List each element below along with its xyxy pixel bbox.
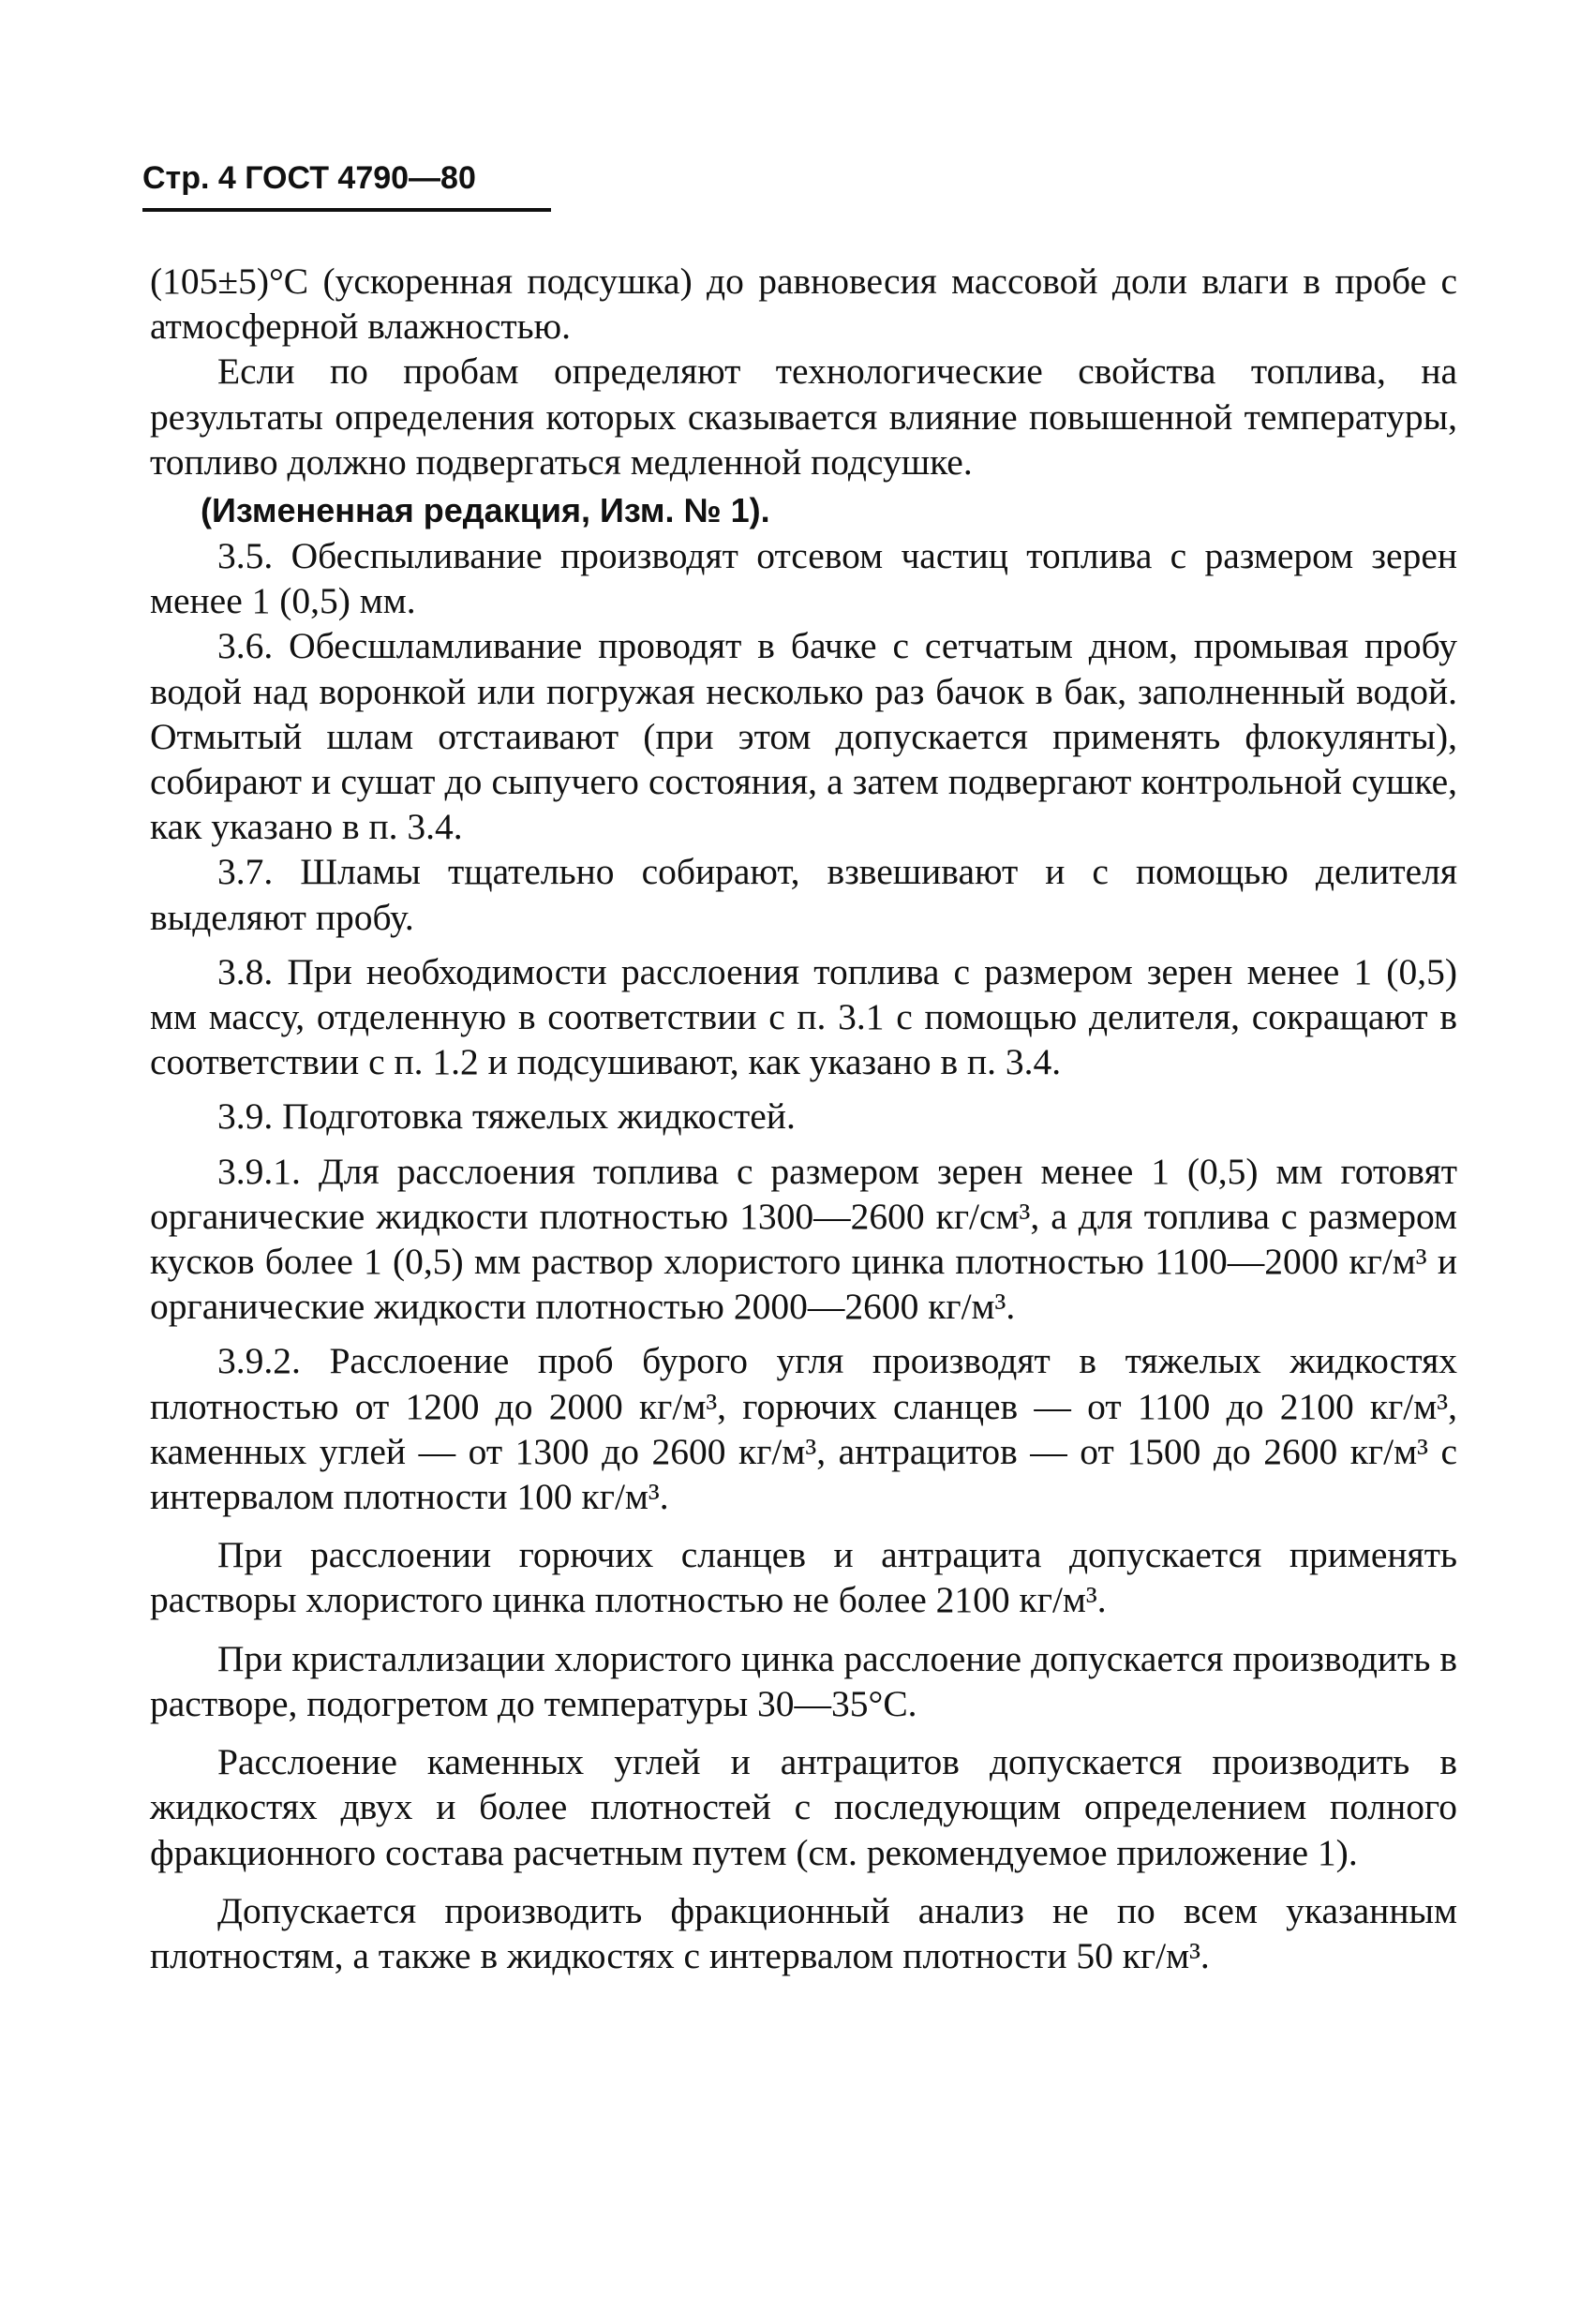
clause-3-9-2: 3.9.2. Расслоение проб бурого угля производят в тяжелых жидкостях плотностью от 1200 до 2000 кг/м³, горючих сланцев — от 1100 до 2100 кг/м³, каменных углей — от 1300 до 2600 кг/м³, антрацитов — от 1500 до 2600 кг/м³ с интервалом плотности 100 кг/м³. [150, 1340, 1457, 1518]
paragraph-slow-drying: Если по пробам определяют технологические свойства топлива, на результаты определения которых сказывается влияние повышенной температуры, топливо должно подвергаться медленной подсушке. [150, 350, 1457, 483]
paragraph-partial-analysis: Допускается производить фракционный анализ не по всем указанным плотностям, а также в жидкостях с интервалом плотности 50 кг/м³. [150, 1889, 1457, 1976]
header-rule [142, 208, 551, 212]
clause-3-6: 3.6. Обесшламливание проводят в бачке с сетчатым дном, промывая пробу водой над воронкой или погружая несколько раз бачок в бак, заполненный водой. Отмытый шлам отстаивают (при этом допускается применять флокулянты), собирают и сушат до сыпучего состояния, а затем подвергают контрольной сушке, как указано в п. 3.4. [150, 625, 1457, 848]
page-number-label: Стр. 4 ГОСТ 4790—80 [142, 160, 476, 196]
paragraph-zinc-chloride-limit: При расслоении горючих сланцев и антрацита допускается применять растворы хлористого цинка плотностью не более 2100 кг/м³. [150, 1534, 1457, 1621]
paragraph-crystallization: При кристаллизации хлористого цинка расслоение допускается производить в растворе, подогретом до температуры 30—35°С. [150, 1637, 1457, 1724]
amendment-note: (Измененная редакция, Изм. № 1). [201, 491, 770, 530]
paragraph-multiple-densities: Расслоение каменных углей и антрацитов допускается производить в жидкостях двух и более плотностей с последующим определением полного фракционного состава расчетным путем (см. рекомендуемое приложение 1). [150, 1741, 1457, 1873]
clause-3-7: 3.7. Шламы тщательно собирают, взвешивают и с помощью делителя выделяют пробу. [150, 851, 1457, 938]
clause-3-8: 3.8. При необходимости расслоения топлива с размером зерен менее 1 (0,5) мм массу, отделенную в соответствии с п. 3.1 с помощью делителя, сокращают в соответствии с п. 1.2 и подсушивают, как указано в п. 3.4. [150, 950, 1457, 1083]
clause-3-5: 3.5. Обеспыливание производят отсевом частиц топлива с размером зерен менее 1 (0,5) мм. [150, 535, 1457, 622]
document-body [150, 259, 1457, 1978]
paragraph-drying-continuation: (105±5)°С (ускоренная подсушка) до равновесия массовой доли влаги в пробе с атмосферной влажностью. [150, 261, 1457, 348]
clause-3-9: 3.9. Подготовка тяжелых жидкостей. [217, 1095, 796, 1138]
page-header [142, 157, 551, 212]
clause-3-9-1: 3.9.1. Для расслоения топлива с размером зерен менее 1 (0,5) мм готовят органические жидкости плотностью 1300—2600 кг/см³, а для топлива с размером кусков более 1 (0,5) мм раствор хлористого цинка плотностью 1100—2000 кг/м³ и органические жидкости плотностью 2000—2600 кг/м³. [150, 1150, 1457, 1328]
